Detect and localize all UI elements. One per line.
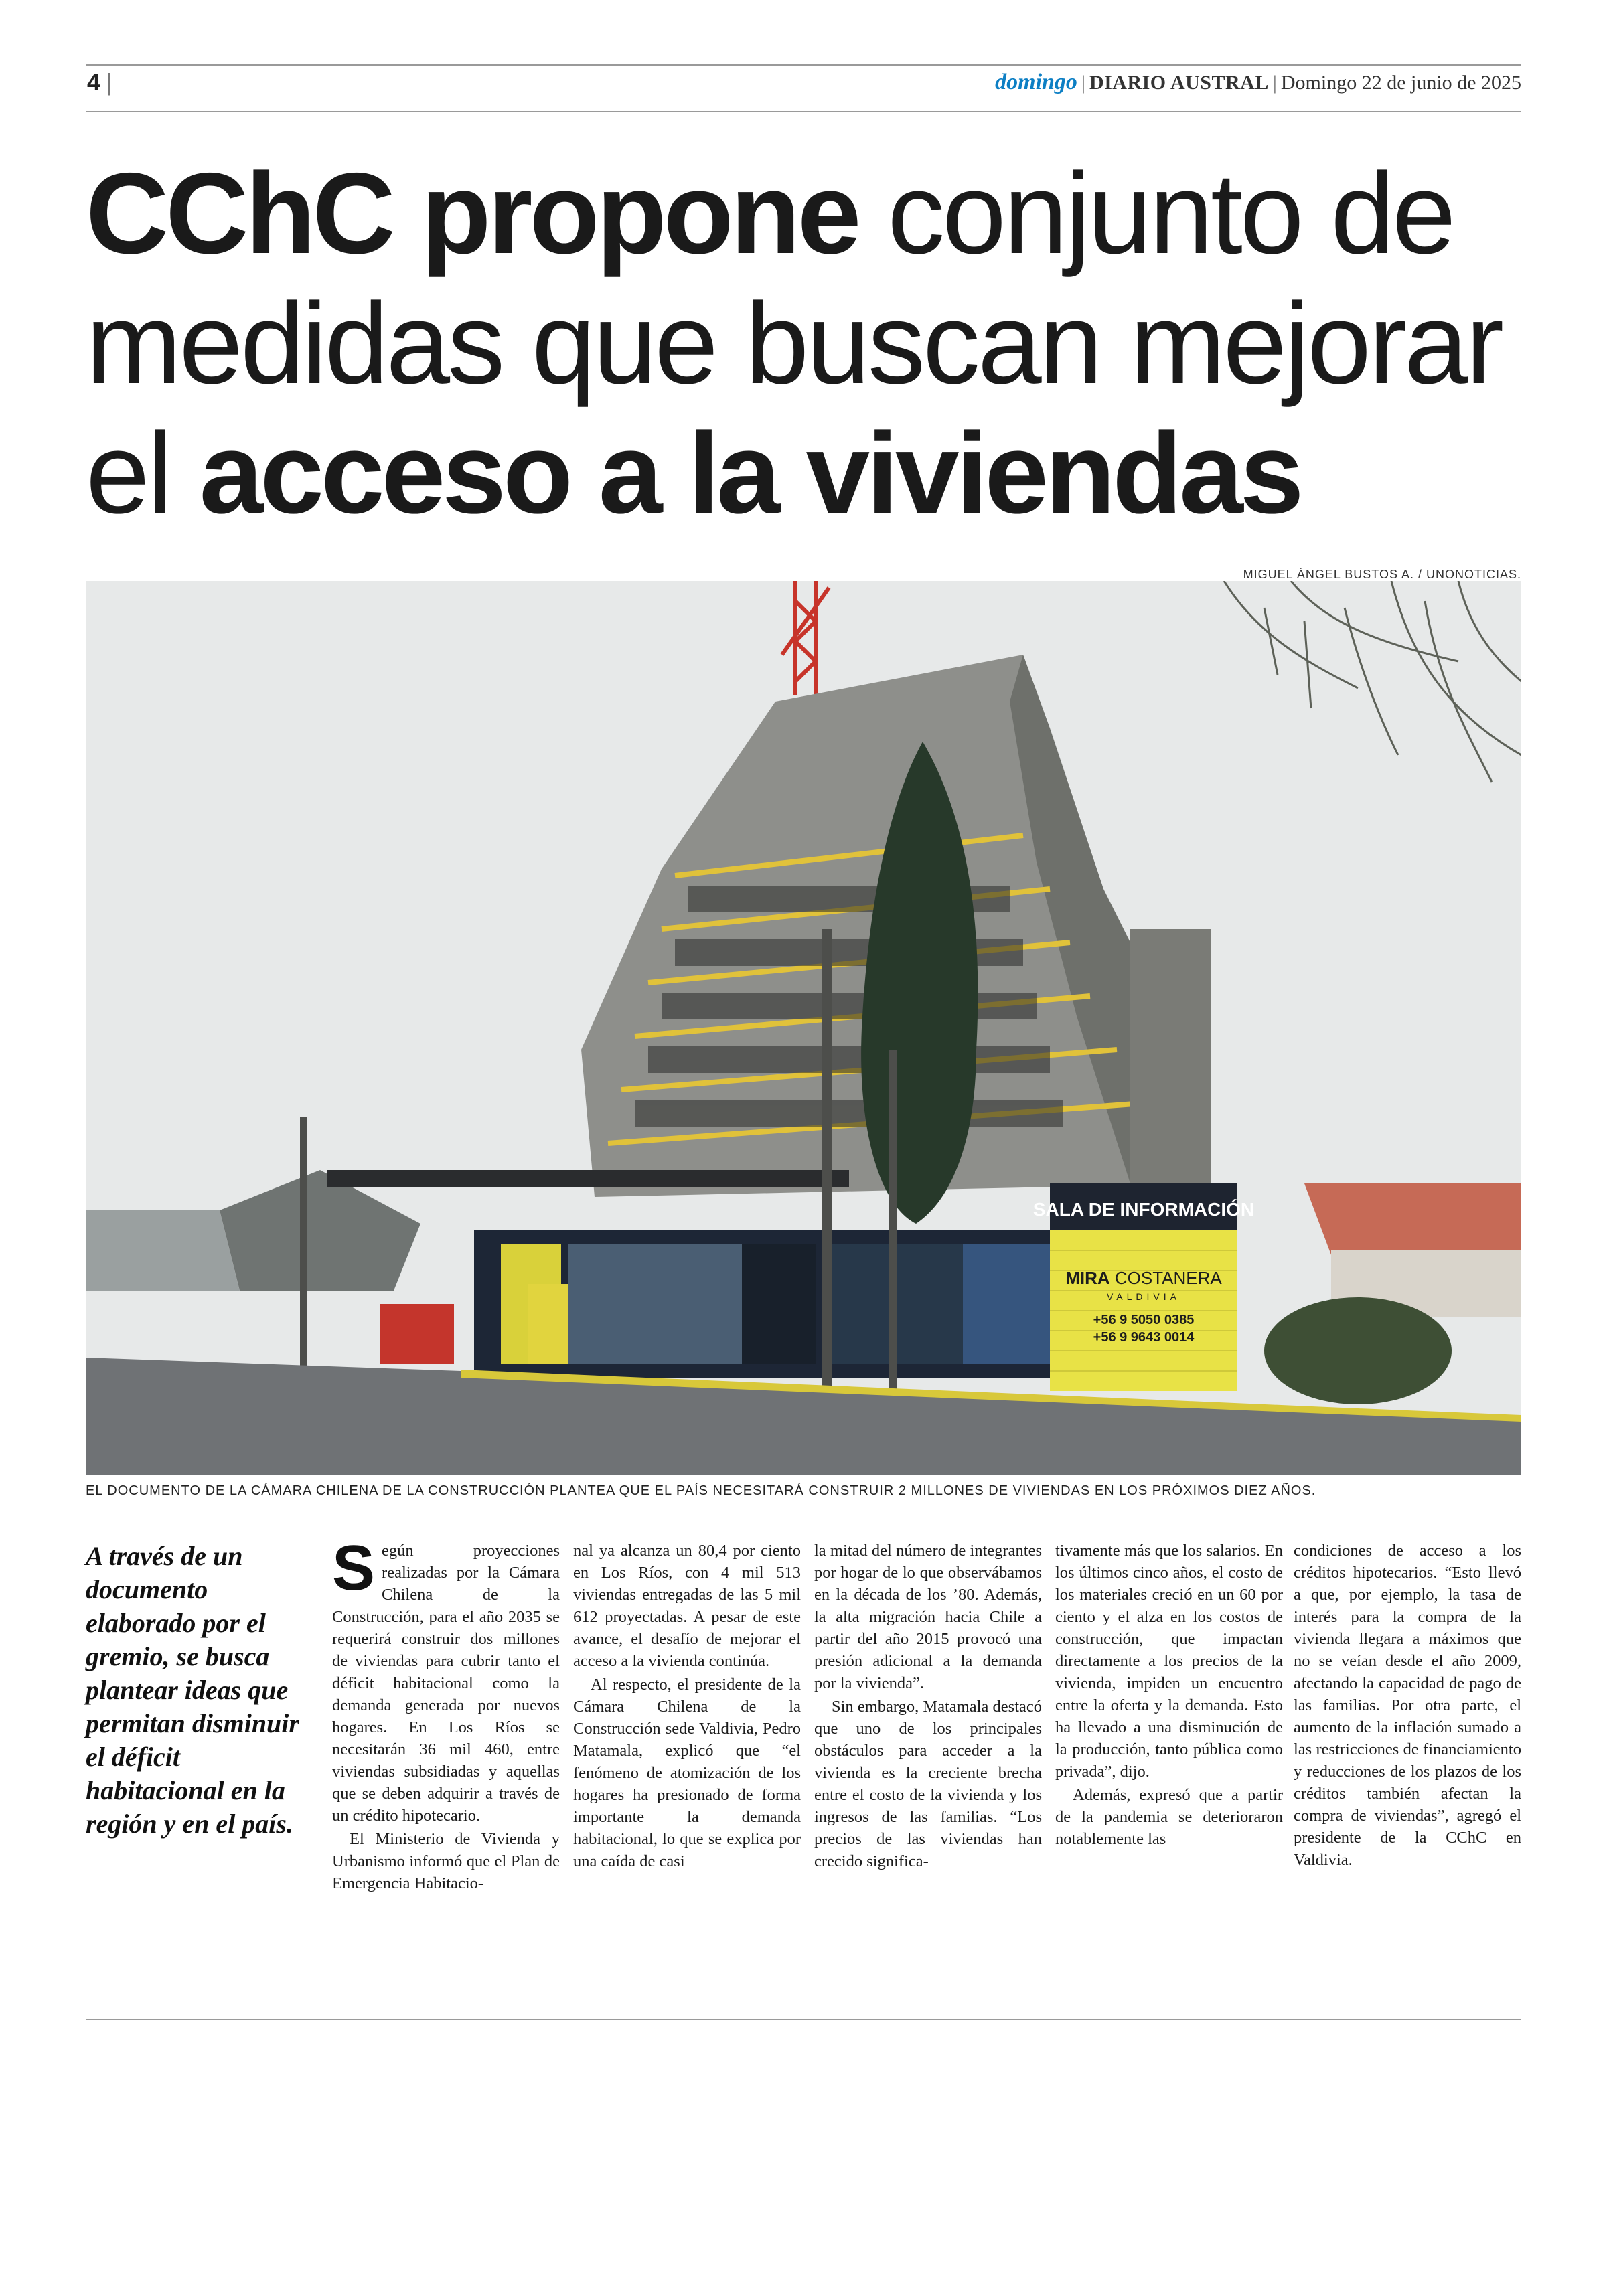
page-number: 4 | <box>87 68 112 96</box>
body-paragraph: Además, expresó que a partir de la pandemia se deterioraron notablemente las <box>1055 1786 1283 1848</box>
headline <box>86 149 1521 538</box>
body-column-3 <box>814 1540 1042 1874</box>
header-rule <box>86 111 1521 112</box>
headline-bold-1: CChC propone <box>86 149 858 278</box>
body-column-2 <box>573 1540 801 1874</box>
photo-caption: EL DOCUMENTO DE LA CÁMARA CHILENA DE LA CONSTRUCCIÓN PLANTEA QUE EL PAÍS NECESITARÁ CONSTRUIR 2 MILLONES DE VIVIENDAS EN LOS PRÓXIMOS DIEZ AÑOS. <box>86 1483 1316 1498</box>
section-brand: domingo <box>995 70 1077 94</box>
sign-phone-1: +56 9 5050 0385 <box>1093 1313 1195 1327</box>
body-paragraph: Según proyecciones realizadas por la Cámara Chilena de la Construcción, para el año 2035 se requerirá construir dos millones de viviendas para cubrir tanto el déficit habitacional como la demanda generada por nuevos hogares. En Los Ríos se necesitarán 36 mil 460, entre viviendas subsidiadas y aquellas que se deben adquirir a través de un crédito hipotecario. <box>332 1532 560 1825</box>
top-rule <box>86 64 1521 66</box>
sign-brand-light: COSTANERA <box>1114 1268 1222 1288</box>
main-photo <box>86 581 1521 1475</box>
lead-summary: A través de un documento elaborado por el gremio, se busca plantear ideas que permitan disminuir el déficit habitacional en la región y en el país. <box>86 1541 299 1839</box>
svg-text:MIRA COSTANERA <box>1065 1268 1222 1288</box>
body-column-1 <box>332 1532 560 1896</box>
sign-sala-informacion: SALA DE INFORMACIÓN <box>1032 1199 1255 1220</box>
body-paragraph: Al respecto, el presidente de la Cámara Chilena de la Construcción sede Valdivia, Pedro Matamala, explicó que “el fenómeno de atomización de los hogares ha presionado de forma importante la demanda habitacional, lo que se explica por una caída de casi <box>573 1675 801 1870</box>
photo-credit: MIGUEL ÁNGEL BUSTOS A. / UNONOTICIAS. <box>1243 568 1521 581</box>
body-paragraph: El Ministerio de Vivienda y Urbanismo informó que el Plan de Emergencia Habitacio- <box>332 1830 560 1892</box>
sign-city: VALDIVIA <box>1107 1291 1180 1302</box>
sign-phone-2: +56 9 9643 0014 <box>1093 1330 1195 1345</box>
body-paragraph: tivamente más que los salarios. En los últimos cinco años, el costo de los materiales creció en un 60 por ciento y el alza en los costos de construcción, que impactan directamente a los precios de la vivienda, impiden un encuentro entre la oferta y la demanda. Esto ha llevado a una disminución de la producción, tanto pública como privada”, dijo. <box>1055 1542 1283 1781</box>
body-column-4 <box>1055 1540 1283 1852</box>
sign-brand-bold: MIRA <box>1065 1268 1110 1288</box>
body-column-5 <box>1294 1540 1521 1872</box>
headline-light-2: medidas que buscan mejorar <box>86 279 1502 408</box>
body-paragraph: la mitad del número de integrantes por hogar de lo que observábamos en la década de los ’80. Además, la alta migración hacia Chile a partir del año 2015 provocó una presión adicional a la demanda por la vivienda”. <box>814 1542 1042 1692</box>
issue-date: Domingo 22 de junio de 2025 <box>1280 72 1521 94</box>
headline-light-3: el <box>86 409 170 538</box>
headline-bold-3: acceso a la viviendas <box>199 409 1301 538</box>
body-paragraph: condiciones de acceso a los créditos hipotecarios. “Esto llevó a que, por ejemplo, la tasa de interés para la compra de la vivienda llegara a máximos que no se veían desde el año 2009, afectando la capacidad de pago de las familias. Por otra parte, el aumento de la inflación sumado a las restricciones de financiamiento y reducciones de los plazos de los créditos también afectan la compra de viviendas”, agregó el presidente de la CChC en Valdivia. <box>1294 1542 1521 1869</box>
body-paragraph: Sin embargo, Matamala destacó que uno de los principales obstáculos para acceder a la vivienda es la creciente brecha entre el costo de la vivienda y los ingresos de las familias. “Los precios de las viviendas han crecido significa- <box>814 1698 1042 1870</box>
body-paragraph: nal ya alcanza un 80,4 por ciento en Los Ríos, con 4 mil 513 viviendas entregadas de las 5 mil 612 proyectadas. A pesar de este avance, el desafío de mejorar el acceso a la vivienda continúa. <box>573 1542 801 1670</box>
drop-cap: S <box>332 1532 376 1604</box>
newspaper-name: DIARIO AUSTRAL <box>1089 72 1269 94</box>
headline-light-1: conjunto de <box>887 149 1454 278</box>
masthead: domingo | DIARIO AUSTRAL | Domingo 22 de junio de 2025 <box>995 70 1521 94</box>
bottom-rule <box>86 2019 1521 2020</box>
